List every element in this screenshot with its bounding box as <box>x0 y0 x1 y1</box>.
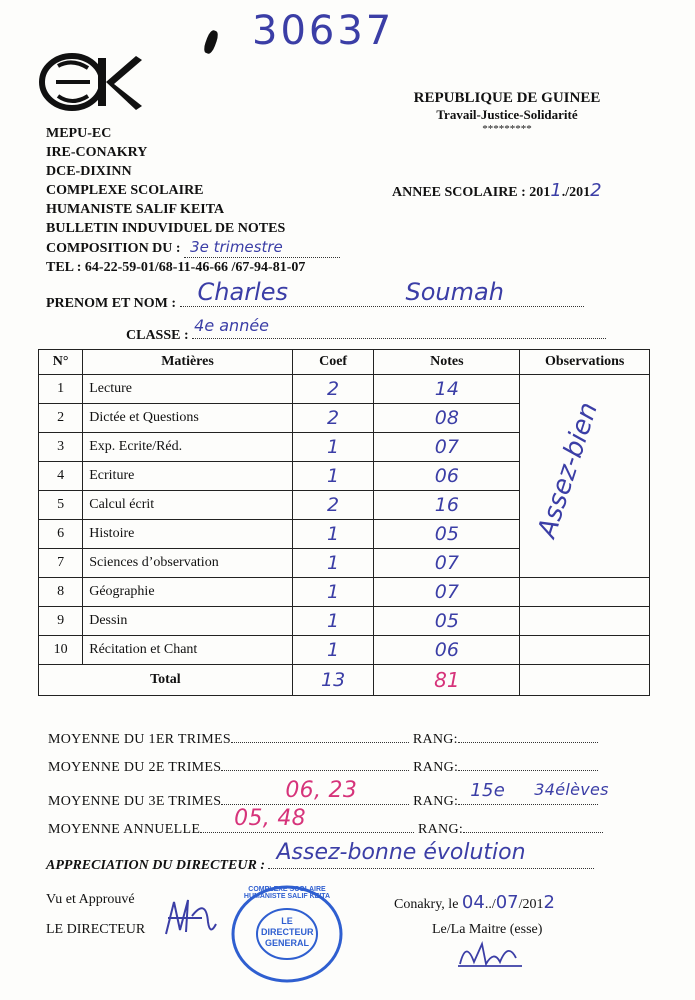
row-coef: 2 <box>327 378 340 400</box>
composition-value: 3e trimestre <box>184 238 340 258</box>
row-coef: 2 <box>327 494 340 516</box>
school-year-second: 2 <box>590 180 602 201</box>
appreciation-line <box>268 840 594 869</box>
reference-number: 30637 <box>252 8 395 54</box>
total-note: 81 <box>434 668 460 692</box>
header-line-1: MEPU-EC <box>46 126 112 141</box>
average-annual-value: 05, 48 <box>234 806 306 831</box>
header-line-4: COMPLEXE SCOLAIRE <box>46 183 204 198</box>
row-number: 7 <box>39 549 83 578</box>
observation-empty <box>520 578 650 607</box>
row-note: 05 <box>434 523 459 545</box>
header-line-5: HUMANISTE SALIF KEITA <box>46 202 225 217</box>
school-stamp <box>230 884 344 984</box>
observation-cell <box>520 375 650 578</box>
table-header-row <box>39 350 650 375</box>
observation-empty <box>520 607 650 636</box>
table-row <box>39 636 650 665</box>
date-day: 04 <box>461 892 485 913</box>
date-month: 07 <box>495 892 519 913</box>
row-subject: Dictée et Questions <box>83 404 293 433</box>
school-logo <box>38 48 144 114</box>
row-subject: Ecriture <box>83 462 293 491</box>
header-number: N° <box>39 350 83 375</box>
row-coef: 2 <box>327 407 340 429</box>
average-t3-row <box>48 778 609 810</box>
average-annual-label: MOYENNE ANNUELLE <box>48 822 201 837</box>
republic-header <box>404 90 610 135</box>
header-line-2: IRE-CONAKRY <box>46 145 148 160</box>
table-row <box>39 578 650 607</box>
average-t3-label: MOYENNE DU 3E TRIMES <box>48 794 222 809</box>
school-year-first: 1 <box>550 180 562 201</box>
observation-value: Assez-bien <box>532 398 605 542</box>
student-first-name: Charles <box>197 278 288 306</box>
row-number: 4 <box>39 462 83 491</box>
total-label: Total <box>39 665 293 696</box>
observation-empty <box>520 665 650 696</box>
row-number: 5 <box>39 491 83 520</box>
rank-annual-dots <box>463 832 603 833</box>
row-note: 07 <box>434 552 459 574</box>
class-value: 4e année <box>194 316 270 335</box>
rank-t2-dots <box>458 770 598 771</box>
composition-label: COMPOSITION DU : <box>46 241 181 256</box>
row-subject: Calcul écrit <box>83 491 293 520</box>
average-annual-row <box>48 806 603 838</box>
row-number: 10 <box>39 636 83 665</box>
student-last-name: Soumah <box>405 278 504 306</box>
approved-label: Vu et Approuvé <box>46 892 135 907</box>
row-note: 16 <box>434 494 459 516</box>
place-label: Conakry, le <box>394 897 459 912</box>
appreciation-row <box>46 840 594 874</box>
header-notes: Notes <box>374 350 520 375</box>
appreciation-value: Assez-bonne évolution <box>276 840 526 865</box>
appreciation-label: APPRECIATION DU DIRECTEUR : <box>46 858 265 873</box>
row-subject: Géographie <box>83 578 293 607</box>
row-coef: 1 <box>327 610 340 632</box>
class-label: CLASSE : <box>126 328 189 343</box>
school-year-sep: ./201 <box>561 185 591 200</box>
average-t3-value: 06, 23 <box>285 778 358 803</box>
date-year-last: 2 <box>543 892 555 913</box>
total-row <box>39 665 650 696</box>
average-t1-label: MOYENNE DU 1ER TRIMES <box>48 732 231 747</box>
rank-t2-label: RANG: <box>413 760 459 775</box>
date-row: Conakry, le 04../07/2012 <box>394 892 555 913</box>
row-number: 9 <box>39 607 83 636</box>
header-line-6: BULLETIN INDUVIDUEL DE NOTES <box>46 221 286 236</box>
row-note: 06 <box>434 639 459 661</box>
phone-line: TEL : 64-22-59-01/68-11-46-66 /67-94-81-07 <box>46 260 306 275</box>
row-number: 8 <box>39 578 83 607</box>
school-year-label: ANNEE SCOLAIRE : 201 <box>392 185 551 200</box>
school-header <box>46 124 340 277</box>
average-t1-dots <box>231 742 409 743</box>
republic-motto: Travail-Justice-Solidarité <box>436 107 578 122</box>
rank-t3-value: 15e <box>470 780 506 801</box>
class-line <box>192 316 606 339</box>
republic-stars: ********* <box>482 123 532 135</box>
row-note: 07 <box>434 581 459 603</box>
row-subject: Sciences d’observation <box>83 549 293 578</box>
student-name-label: PRENOM ET NOM : <box>46 296 177 311</box>
row-subject: Exp. Ecrite/Réd. <box>83 433 293 462</box>
teacher-signature <box>456 936 526 975</box>
row-subject: Dessin <box>83 607 293 636</box>
row-note: 05 <box>434 610 459 632</box>
row-subject: Histoire <box>83 520 293 549</box>
row-subject: Lecture <box>83 375 293 404</box>
average-t1-row <box>48 732 598 748</box>
row-coef: 1 <box>327 465 340 487</box>
date-year-prefix: /201 <box>518 897 544 912</box>
header-coef: Coef <box>292 350 374 375</box>
total-coef: 13 <box>320 669 346 691</box>
rank-t3-total: 34élèves <box>534 780 609 799</box>
header-line-3: DCE-DIXINN <box>46 164 132 179</box>
average-t3-dots <box>221 778 409 805</box>
school-year <box>392 180 602 201</box>
rank-t1-dots <box>458 742 598 743</box>
student-name-line <box>180 278 584 307</box>
average-annual-dots <box>200 806 414 833</box>
row-number: 6 <box>39 520 83 549</box>
row-coef: 1 <box>327 581 340 603</box>
row-number: 3 <box>39 433 83 462</box>
teacher-label: Le/La Maitre (esse) <box>432 922 543 937</box>
director-label: LE DIRECTEUR <box>46 922 146 937</box>
rank-t3-dots <box>458 780 609 805</box>
director-signature <box>162 896 218 945</box>
rank-t1-label: RANG: <box>412 732 458 747</box>
average-t2-dots <box>221 770 409 771</box>
republic-name: REPUBLIQUE DE GUINEE <box>413 90 601 106</box>
row-coef: 1 <box>327 436 340 458</box>
row-number: 2 <box>39 404 83 433</box>
average-t2-row <box>48 760 598 776</box>
ink-blot <box>202 29 220 55</box>
row-number: 1 <box>39 375 83 404</box>
header-subject: Matières <box>83 350 293 375</box>
row-subject: Récitation et Chant <box>83 636 293 665</box>
composition-line <box>46 238 340 258</box>
header-observations: Observations <box>520 350 650 375</box>
row-coef: 1 <box>327 552 340 574</box>
row-note: 14 <box>434 378 459 400</box>
student-name-row <box>46 278 584 312</box>
table-row <box>39 375 650 404</box>
grades-table <box>38 349 650 696</box>
stamp-ring-text: COMPLEXE SCOLAIRE HUMANISTE SALIF KEITA <box>243 886 331 900</box>
observation-empty <box>520 636 650 665</box>
stamp-center-text: LE DIRECTEUR GENERAL <box>261 916 314 948</box>
row-note: 08 <box>434 407 459 429</box>
average-t2-label: MOYENNE DU 2E TRIMES <box>48 760 222 775</box>
row-note: 06 <box>434 465 459 487</box>
rank-annual-label: RANG: <box>417 822 464 837</box>
rank-t3-label: RANG: <box>413 794 459 809</box>
row-coef: 1 <box>327 639 340 661</box>
row-note: 07 <box>434 436 459 458</box>
row-coef: 1 <box>327 523 340 545</box>
table-row <box>39 607 650 636</box>
class-row <box>126 316 606 344</box>
